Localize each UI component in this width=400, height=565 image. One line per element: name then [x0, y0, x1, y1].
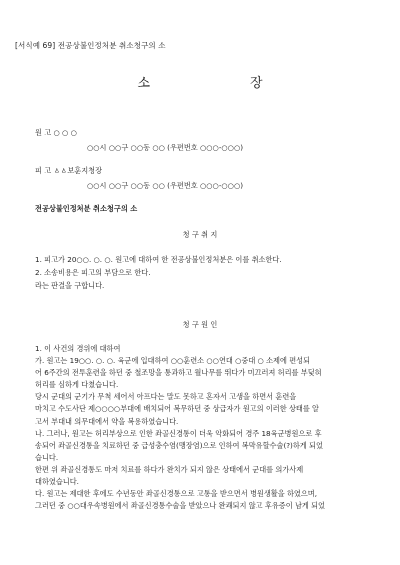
cause-line: 다. 원고는 제대한 후에도 수년동안 좌골신경통으로 고통을 받으면서 병원생활을 하였으며, — [35, 489, 318, 499]
defendant-label: 피 고 ㅿㅿ보훈지청장 — [35, 166, 103, 175]
cause-line: 한편 위 좌골신경통도 마저 치료를 하다가 완치가 되지 않은 상태에서 군대를 의가사제 — [35, 464, 304, 474]
cause-line: 나. 그러나, 원고는 허리부상으로 인한 좌골신경통이 더욱 악화되어 경주 18육군병원으로 후 — [35, 428, 322, 438]
cause-line: 마치고 수도사단 제○○○○부대에 배치되어 복무하던 중 상급자가 원고의 이러한 상태를 알 — [35, 404, 320, 414]
form-number-label: [서식예 69] 전공상불인정처분 취소청구의 소 — [15, 41, 166, 50]
cause-paragraphs — [35, 343, 325, 512]
cause-line: 습니다. — [35, 452, 59, 462]
cause-line: 가. 원고는 19○○. ○. ○. 육군에 입대하여 ○○훈련소 ○○연대 ○중대 ○ 소제에 편성되 — [35, 356, 311, 366]
case-name: 전공상불인정처분 취소청구의 소 — [35, 204, 138, 213]
cause-line: 송되어 좌골신경통을 치료하던 중 급성충수염(맹장염)으로 인하여 복막유할수술(?)하게 되었 — [35, 440, 323, 450]
title-char-1: 소 — [137, 76, 150, 91]
document-title — [0, 72, 400, 91]
claim-heading: 청 구 취 지 — [182, 230, 218, 239]
cause-line: 1. 이 사건의 경위에 대하여 — [35, 344, 121, 353]
claim-conclusion: 라는 판결을 구합니다. — [35, 281, 105, 290]
cause-line: 그러던 중 ○○대우속병원에서 좌골신경통수술을 받았으나 완쾌되지 않고 후유증이 남게 되었 — [35, 501, 326, 511]
cause-line: 어 6주간의 전투훈련을 하던 중 철조망을 통과하고 월나무를 뛰다가 미끄러져 허리를 부딪혀 — [35, 368, 322, 378]
cause-line: 대하였습니다. — [35, 477, 79, 487]
defendant-address: ○○시 ○○구 ○○동 ○○ (우편번호 ○○○-○○○) — [87, 181, 244, 190]
cause-line: 고서 부대내 의무대에서 약을 복용하였습니다. — [35, 416, 179, 426]
claim-line-1: 1. 피고가 20○○. ○. ○. 원고에 대하여 한 전공상불인정처분은 이를 취소한다. — [35, 255, 282, 264]
plaintiff-address: ○○시 ○○구 ○○동 ○○ (우편번호 ○○○-○○○) — [87, 143, 244, 152]
cause-line: 허리를 심하게 다쳤습니다. — [35, 380, 119, 390]
title-char-2: 장 — [250, 76, 263, 91]
cause-line: 당시 군대의 군기가 무척 세어서 아프다는 말도 못하고 혼자서 고생을 하면서 훈련을 — [35, 392, 297, 402]
claim-line-2: 2. 소송비용은 피고의 부담으로 한다. — [35, 268, 151, 277]
plaintiff-label: 원 고 ○ ○ ○ — [35, 128, 77, 137]
cause-heading: 청 구 원 인 — [182, 320, 218, 329]
